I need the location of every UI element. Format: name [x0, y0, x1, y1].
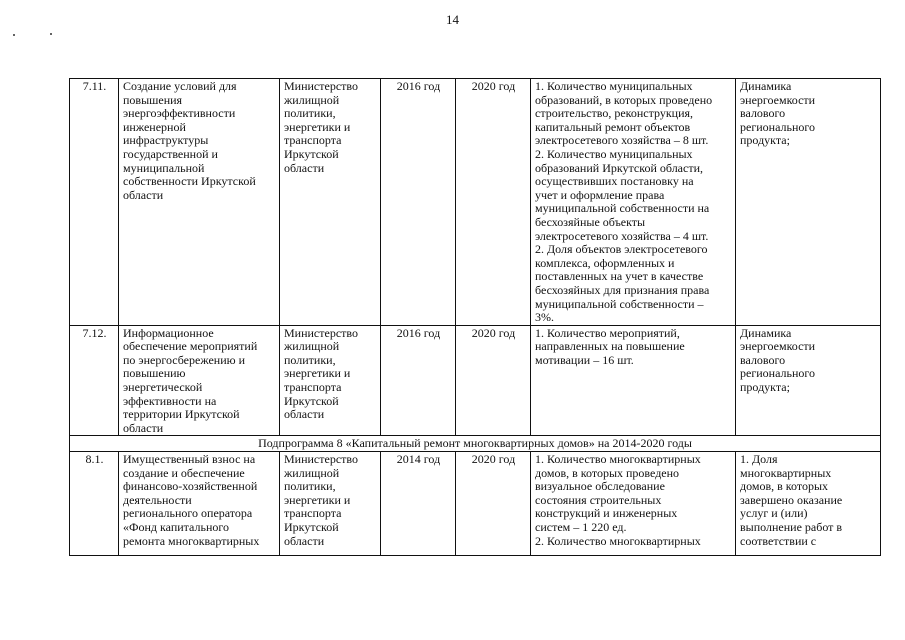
- text-line: 2. Доля объектов электросетевого: [535, 242, 708, 257]
- text-line: энергетики и: [284, 492, 351, 507]
- text-line: области: [123, 420, 164, 435]
- text-line: государственной и: [123, 146, 218, 161]
- text-line: продукта;: [740, 133, 790, 148]
- text-line: Министерство: [284, 452, 358, 467]
- text-line: жилищной: [284, 92, 340, 107]
- table-row: [70, 452, 881, 556]
- text-line: инженерной: [123, 119, 186, 134]
- activity-name: [119, 325, 280, 436]
- text-line: регионального: [740, 119, 816, 134]
- text-line: домов, в которых проведено: [535, 465, 680, 480]
- row-number: 7.11.: [70, 79, 119, 326]
- text-line: финансово-хозяйственной: [123, 479, 258, 494]
- start-year: 2016 год: [381, 79, 456, 326]
- text-line: систем – 1 220 ед.: [535, 520, 627, 534]
- text-line: области: [284, 533, 325, 548]
- activity-name: [119, 452, 280, 556]
- text-line: домов, в которых: [740, 479, 829, 494]
- text-line: энергоемкости: [740, 339, 816, 354]
- end-year: 2020 год: [456, 325, 531, 436]
- text-line: 1. Доля: [740, 452, 778, 467]
- text-line: политики,: [284, 479, 336, 494]
- text-line: выполнение работ в: [740, 520, 843, 534]
- text-line: инфраструктуры: [123, 133, 209, 148]
- text-line: области: [284, 407, 325, 422]
- expected-results: [531, 325, 736, 436]
- text-line: Создание условий для: [123, 79, 237, 93]
- text-line: территории Иркутской: [123, 407, 240, 422]
- text-line: электросетевого хозяйства – 8 шт.: [535, 133, 709, 148]
- text-line: эффективности на: [123, 393, 217, 408]
- text-line: регионального: [740, 366, 816, 381]
- text-line: муниципальной собственности –: [535, 296, 704, 311]
- text-line: завершено оказание: [740, 492, 843, 507]
- text-line: 1. Количество муниципальных: [535, 79, 693, 93]
- text-line: соответствии с: [740, 533, 817, 548]
- text-line: услуг и (или): [740, 506, 808, 521]
- scan-mark: [50, 33, 52, 35]
- target-indicator: [736, 79, 881, 326]
- start-year: 2016 год: [381, 325, 456, 436]
- start-year: 2014 год: [381, 452, 456, 556]
- text-line: образований Иркутской области,: [535, 160, 703, 175]
- text-line: осуществивших постановку на: [535, 174, 694, 189]
- text-line: Министерство: [284, 325, 358, 340]
- text-line: направленных на повышение: [535, 339, 685, 354]
- text-line: 1. Количество мероприятий,: [535, 325, 680, 340]
- text-line: транспорта: [284, 133, 342, 148]
- table-row: [70, 325, 881, 436]
- text-line: энергетической: [123, 380, 203, 395]
- text-line: по энергосбережению и: [123, 352, 246, 367]
- text-line: поставленных на учет в качестве: [535, 269, 704, 284]
- text-line: повышения: [123, 92, 183, 107]
- text-line: образований, в которых проведено: [535, 92, 713, 107]
- text-line: жилищной: [284, 339, 340, 354]
- subprogram-title: Подпрограмма 8 «Капитальный ремонт многоквартирных домов» на 2014-2020 годы: [70, 436, 881, 452]
- executor: [280, 325, 381, 436]
- text-line: области: [284, 160, 325, 175]
- text-line: 2. Количество многоквартирных: [535, 533, 701, 548]
- page-number: 14: [446, 12, 459, 27]
- text-line: конструкций и инженерных: [535, 506, 678, 521]
- text-line: повышению: [123, 366, 186, 381]
- text-line: валового: [740, 352, 786, 367]
- text-line: муниципальной: [123, 160, 205, 175]
- text-line: политики,: [284, 106, 336, 121]
- text-line: ремонта многоквартирных: [123, 533, 260, 548]
- text-line: собственности Иркутской: [123, 174, 256, 189]
- scan-mark: [13, 34, 15, 36]
- text-line: энергетики и: [284, 366, 351, 381]
- text-line: 3%.: [535, 310, 554, 325]
- text-line: обеспечение мероприятий: [123, 339, 258, 354]
- target-indicator: [736, 452, 881, 556]
- text-line: учет и оформление права: [535, 187, 665, 202]
- text-line: жилищной: [284, 465, 340, 480]
- text-line: валового: [740, 106, 786, 121]
- text-line: Иркутской: [284, 520, 339, 534]
- text-line: комплекса, оформленных и: [535, 255, 675, 270]
- text-line: Иркутской: [284, 393, 339, 408]
- subprogram-header-row: [70, 436, 881, 452]
- text-line: многоквартирных: [740, 465, 832, 480]
- program-table: [69, 78, 881, 556]
- text-line: политики,: [284, 352, 336, 367]
- text-line: регионального оператора: [123, 506, 253, 521]
- text-line: Динамика: [740, 79, 792, 93]
- text-line: деятельности: [123, 492, 192, 507]
- text-line: области: [123, 187, 164, 202]
- text-line: состояния строительных: [535, 492, 662, 507]
- text-line: Имущественный взнос на: [123, 452, 256, 467]
- activity-name: [119, 79, 280, 326]
- row-number: 7.12.: [70, 325, 119, 436]
- text-line: визуальное обследование: [535, 479, 665, 494]
- text-line: Информационное: [123, 325, 214, 340]
- executor: [280, 79, 381, 326]
- text-line: бесхозяйных для признания права: [535, 282, 710, 297]
- executor: [280, 452, 381, 556]
- text-line: транспорта: [284, 380, 342, 395]
- text-line: создание и обеспечение: [123, 465, 245, 480]
- text-line: строительство, реконструкция,: [535, 106, 694, 121]
- text-line: Министерство: [284, 79, 358, 93]
- text-line: «Фонд капитального: [123, 520, 229, 534]
- row-number: 8.1.: [70, 452, 119, 556]
- text-line: капитальный ремонт объектов: [535, 119, 691, 134]
- text-line: энергетики и: [284, 119, 351, 134]
- text-line: 1. Количество многоквартирных: [535, 452, 701, 467]
- text-line: Динамика: [740, 325, 792, 340]
- text-line: энергоэффективности: [123, 106, 236, 121]
- end-year: 2020 год: [456, 452, 531, 556]
- target-indicator: [736, 325, 881, 436]
- text-line: продукта;: [740, 380, 790, 395]
- text-line: бесхозяйные объекты: [535, 214, 646, 229]
- text-line: электросетевого хозяйства – 4 шт.: [535, 228, 709, 243]
- text-line: энергоемкости: [740, 92, 816, 107]
- text-line: Иркутской: [284, 146, 339, 161]
- text-line: муниципальной собственности на: [535, 201, 710, 216]
- expected-results: [531, 452, 736, 556]
- text-line: мотивации – 16 шт.: [535, 352, 634, 367]
- text-line: 2. Количество муниципальных: [535, 146, 693, 161]
- text-line: транспорта: [284, 506, 342, 521]
- end-year: 2020 год: [456, 79, 531, 326]
- expected-results: [531, 79, 736, 326]
- table-row: [70, 79, 881, 326]
